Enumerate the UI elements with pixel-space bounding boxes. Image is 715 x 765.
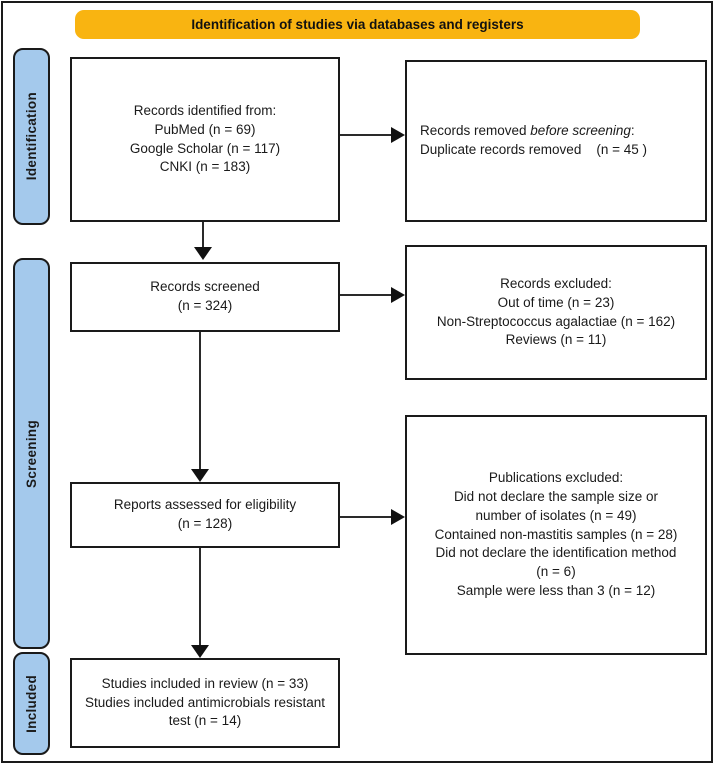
box-text-line: (n = 128) (177, 516, 233, 531)
box-text-line: Google Scholar (n = 117) (129, 140, 281, 156)
arrow-head-down-icon (191, 469, 209, 482)
box-text-line: Reviews (n = 11) (505, 332, 607, 348)
box-text-line: Duplicate records removed (n = 45 ) (420, 142, 647, 157)
box-text-line: Contained non-mastitis samples (n = 28) (434, 526, 678, 542)
stage-label-screening (13, 258, 50, 649)
box-records-removed (405, 60, 707, 222)
arrow-shaft (202, 222, 204, 249)
box-publications-excluded (405, 415, 707, 655)
box-text-segment-italic: before screening (530, 123, 631, 139)
box-text-line: Out of time (n = 23) (497, 294, 615, 310)
arrow-head-right-icon (391, 127, 405, 143)
box-records-excluded (405, 245, 707, 380)
arrow-shaft (340, 134, 393, 136)
box-text-line: Records screened (150, 279, 260, 295)
box-text-line: Publications excluded: (488, 469, 624, 485)
arrow-shaft (340, 294, 393, 296)
stage-label-text: Included (24, 674, 39, 733)
box-records-identified (70, 57, 340, 222)
box-text-line: (n = 324) (177, 298, 233, 313)
box-text-line: PubMed (n = 69) (154, 121, 256, 137)
box-text-line: Did not declare the sample size or number of isolates (n = 49) (453, 488, 659, 523)
box-text-segment: Records removed (420, 123, 531, 139)
box-text-line: Records identified from: (133, 102, 277, 118)
box-text-line: Records excluded: (500, 275, 612, 291)
arrow-shaft (199, 332, 201, 471)
box-reports-assessed (70, 482, 340, 548)
arrow-head-down-icon (194, 247, 212, 260)
box-text-line: Did not declare the identification method (n = 6) (435, 545, 677, 580)
banner-label: Identification of studies via databases and registers (191, 17, 524, 32)
arrow-shaft (199, 548, 201, 647)
stage-label-identification (13, 48, 50, 225)
stage-label-included (13, 652, 50, 755)
box-text-line: Non-Streptococcus agalactiae (n = 162) (436, 313, 676, 329)
box-text-line: Reports assessed for eligibility (113, 497, 297, 513)
banner (75, 10, 640, 39)
box-studies-included (70, 658, 340, 748)
arrow-head-down-icon (191, 645, 209, 658)
stage-label-text: Screening (24, 419, 39, 488)
arrow-shaft (340, 516, 393, 518)
box-text-line: Studies included antimicrobials resistant test (n = 14) (84, 694, 326, 729)
box-text-line: Studies included in review (n = 33) (101, 675, 309, 691)
arrow-head-right-icon (391, 287, 405, 303)
box-text-line (420, 122, 635, 141)
box-records-screened (70, 262, 340, 332)
box-text-line: Sample were less than 3 (n = 12) (456, 583, 656, 599)
stage-label-text: Identification (24, 92, 39, 181)
box-text-line: CNKI (n = 183) (159, 159, 251, 175)
arrow-head-right-icon (391, 509, 405, 525)
box-text-segment: : (630, 123, 635, 139)
